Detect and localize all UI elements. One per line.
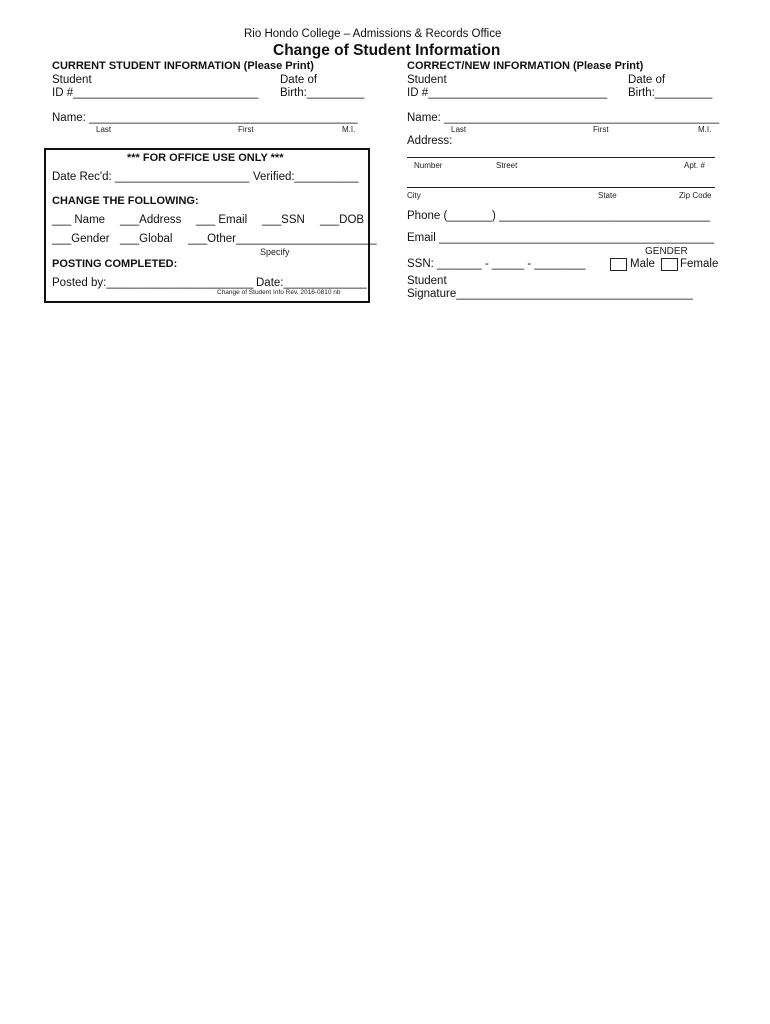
form-revision-footer: Change of Student Info Rev. 2016-0810 nb bbox=[217, 289, 341, 296]
posted-by-field[interactable]: Posted by:_______________________ bbox=[52, 277, 254, 289]
verified-field[interactable]: Verified:__________ bbox=[253, 171, 359, 183]
address-apt-sublabel: Apt. # bbox=[684, 161, 705, 170]
phone-field[interactable]: Phone (_______) _________________________________ bbox=[407, 210, 711, 222]
male-label: Male bbox=[630, 258, 655, 270]
address-city-line[interactable] bbox=[407, 187, 715, 188]
current-dob-top-label: Date of bbox=[280, 74, 318, 86]
address-zip-sublabel: Zip Code bbox=[679, 191, 712, 200]
current-info-heading: CURRENT STUDENT INFORMATION (Please Print) bbox=[52, 60, 314, 72]
new-name-mi-sublabel: M.I. bbox=[698, 125, 712, 134]
female-label: Female bbox=[680, 258, 719, 270]
current-name-first-sublabel: First bbox=[238, 125, 254, 134]
signature-field[interactable]: Signature_____________________________________ bbox=[407, 288, 693, 300]
change-other-option[interactable]: ___Other______________________ bbox=[188, 233, 377, 245]
address-number-sublabel: Number bbox=[414, 161, 443, 170]
new-dob-top-label: Date of bbox=[628, 74, 666, 86]
current-student-id-field[interactable]: ID #_____________________________ bbox=[52, 87, 259, 99]
female-checkbox[interactable] bbox=[661, 258, 678, 271]
change-gender-option[interactable]: ___Gender bbox=[52, 233, 110, 245]
address-state-sublabel: State bbox=[598, 191, 617, 200]
new-name-field[interactable]: Name: ___________________________________________ bbox=[407, 112, 720, 124]
signature-top-label: Student bbox=[407, 275, 447, 287]
change-address-option[interactable]: ___Address bbox=[120, 214, 182, 226]
form-title: Change of Student Information bbox=[273, 42, 501, 59]
email-field[interactable]: Email ___________________________________________ bbox=[407, 232, 714, 244]
change-name-option[interactable]: ___ Name bbox=[52, 214, 106, 226]
current-name-mi-sublabel: M.I. bbox=[342, 125, 356, 134]
current-student-label: Student bbox=[52, 74, 92, 86]
new-student-label: Student bbox=[407, 74, 447, 86]
office-use-title: *** FOR OFFICE USE ONLY *** bbox=[127, 152, 284, 164]
ssn-field[interactable]: SSN: _______ - _____ - ________ bbox=[407, 258, 586, 270]
address-label: Address: bbox=[407, 135, 453, 147]
date-received-field[interactable]: Date Rec'd: _____________________ bbox=[52, 171, 250, 183]
address-street-line[interactable] bbox=[407, 157, 715, 158]
change-dob-option[interactable]: ___DOB bbox=[320, 214, 365, 226]
new-name-last-sublabel: Last bbox=[451, 125, 467, 134]
new-dob-field[interactable]: Birth:_________ bbox=[628, 87, 713, 99]
change-email-option[interactable]: ___ Email bbox=[196, 214, 248, 226]
change-ssn-option[interactable]: ___SSN bbox=[262, 214, 305, 226]
specify-sublabel: Specify bbox=[260, 247, 290, 257]
new-student-id-field[interactable]: ID #____________________________ bbox=[407, 87, 608, 99]
posting-completed-heading: POSTING COMPLETED: bbox=[52, 258, 178, 270]
current-name-field[interactable]: Name: __________________________________________ bbox=[52, 112, 358, 124]
change-following-heading: CHANGE THE FOLLOWING: bbox=[52, 195, 199, 207]
address-city-sublabel: City bbox=[407, 191, 421, 200]
gender-heading: GENDER bbox=[645, 246, 688, 257]
new-name-first-sublabel: First bbox=[593, 125, 609, 134]
institution-header: Rio Hondo College – Admissions & Records Office bbox=[244, 28, 502, 40]
change-global-option[interactable]: ___Global bbox=[120, 233, 173, 245]
new-info-heading: CORRECT/NEW INFORMATION (Please Print) bbox=[407, 60, 644, 72]
current-name-last-sublabel: Last bbox=[96, 125, 112, 134]
posting-date-field[interactable]: Date:_____________ bbox=[256, 277, 367, 289]
male-checkbox[interactable] bbox=[610, 258, 627, 271]
current-dob-field[interactable]: Birth:_________ bbox=[280, 87, 365, 99]
address-street-sublabel: Street bbox=[496, 161, 518, 170]
